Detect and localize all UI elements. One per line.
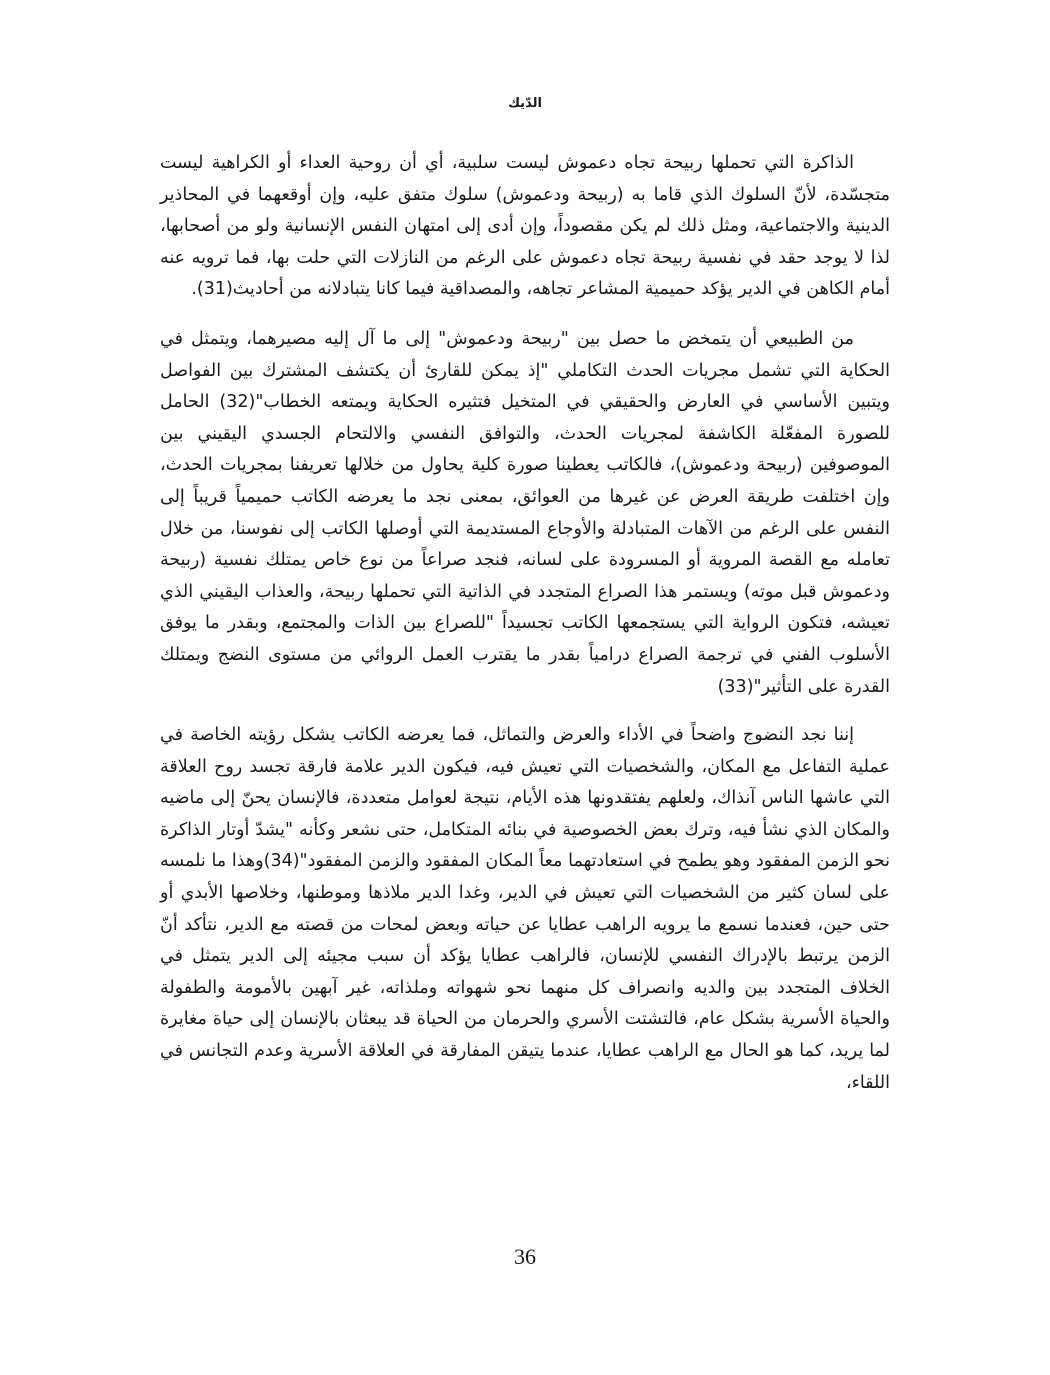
page-number: 36 xyxy=(514,1244,536,1269)
article-body xyxy=(160,148,890,1116)
paragraph-3: إننا نجد النضوج واضحاً في الأداء والعرض والتماثل، فما يعرضه الكاتب يشكل رؤيته الخاصة في عملية التفاعل مع المكان، والشخصيات التي تعيش فيه، فيكون الدير علامة فارقة تجسد روح العلاقة التي عاشها الناس آنذاك، ولعلهم يفتقدونها هذه الأيام، نتيجة لعوامل متعددة، فالإنسان يحنّ إلى ماضيه والمكان الذي نشأ فيه، وترك بعض الخصوصية في بنائه المتكامل، حتى نشعر وكأنه "يشدّ أوتار الذاكرة نحو الزمن المفقود وهو يطمح في استعادتهما معاً المكان المفقود والزمن المفقود"(34)وهذا ما نلمسه على لسان كثير من الشخصيات التي تعيش في الدير، وغدا الدير ملاذها وموطنها، وخلاصها الأبدي أو حتى حين، فعندما نسمع ما يرويه الراهب عطايا عن حياته وبعض لمحات من قصته مع الدير، نتأكد أنّ الزمن يرتبط بالإدراك النفسي للإنسان، فالراهب عطايا يؤكد أن سبب مجيئه إلى الدير يتمثل في الخلاف المتجدد بين والديه وانصراف كل منهما نحو شهواته وملذاته، غير آبهين بالأمومة والطفولة والحياة الأسرية بشكل عام، فالتشتت الأسري والحرمان من الحياة قد يبعثان بالإنسان إلى حياة مغايرة لما يريد، كما هو الحال مع الراهب عطايا، عندما يتيقن المفارقة في العلاقة الأسرية وعدم التجانس في اللقاء، xyxy=(160,725,890,1093)
paragraph-1: الذاكرة التي تحملها ربيحة تجاه دعموش ليست سلبية، أي أن روحية العداء أو الكراهية ليست متجسّدة، لأنّ السلوك الذي قاما به (ربيحة ودعموش) سلوك متفق عليه، وإن أوقعهما في المحاذير الدينية والاجتماعية، ومثل ذلك لم يكن مقصوداً، وإن أدى إلى امتهان النفس الإنسانية ولو من أصحابها، لذا لا يوجد حقد في نفسية ربيحة تجاه دعموش على الرغم من النازلات التي حلت بها، فما ترويه عنه أمام الكاهن في الدير يؤكد حميمية المشاعر تجاهه، والمصداقية فيما كانا يتبادلانه من أحاديث(31). xyxy=(160,153,890,300)
paragraph-2: من الطبيعي أن يتمخض ما حصل بين "ربيحة ودعموش" إلى ما آل إليه مصيرهما، ويتمثل في الحكاية التي تشمل مجريات الحدث التكاملي "إذ يمكن للقارئ أن يكتشف المشترك بين الفواصل ويتبين الأساسي في العارض والحقيقي في المتخيل فتثيره الحكاية ويمتعه الخطاب"(32) الحامل للصورة المفعّلة الكاشفة لمجريات الحدث، والتوافق النفسي والالتحام الجسدي اليقيني بين الموصوفين (ربيحة ودعموش)، فالكاتب يعطينا صورة كلية يحاول من خلالها تعريفنا بمجريات الحدث، وإن اختلفت طريقة العرض عن غيرها من العوائق، بمعنى نجد ما يعرضه الكاتب حميمياً قريباً إلى النفس على الرغم من الآهات المتبادلة والأوجاع المستديمة التي أوصلها الكاتب إلى نفوسنا، من خلال تعامله مع القصة المروية أو المسرودة على لسانه، فنجد صراعاً من نوع خاص يمتلك نفسية (ربيحة ودعموش قبل موته) ويستمر هذا الصراع المتجدد في الذاتية التي تحملها ربيحة، والعذاب اليقيني الذي تعيشه، فتكون الرواية التي يستجمعها الكاتب تجسيداً "للصراع بين الذات والمجتمع، وبقدر ما يوفق الأسلوب الفني في ترجمة الصراع درامياً بقدر ما يقترب العمل الروائي من مستوى النضج ويمتلك القدرة على التأثير"(33) xyxy=(160,328,890,697)
running-header: الدّيك xyxy=(508,96,542,111)
